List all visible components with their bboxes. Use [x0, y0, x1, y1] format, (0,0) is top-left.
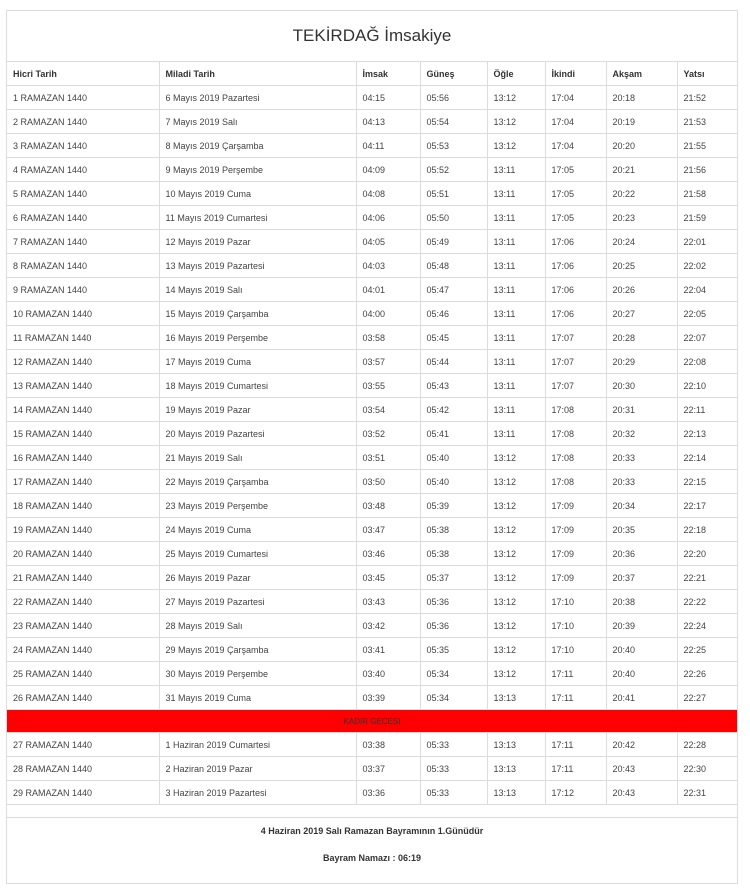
table-cell: 17:09 [545, 542, 606, 566]
table-cell: 17:06 [545, 254, 606, 278]
table-cell: 05:33 [420, 733, 487, 757]
table-cell: 22:04 [677, 278, 737, 302]
table-cell: 17:08 [545, 398, 606, 422]
table-row [7, 781, 737, 805]
table-cell: 24 RAMAZAN 1440 [7, 638, 159, 662]
table-cell: 13:12 [487, 134, 545, 158]
table-cell: 22:02 [677, 254, 737, 278]
table-cell: 22 RAMAZAN 1440 [7, 590, 159, 614]
table-cell: 17:04 [545, 86, 606, 110]
table-cell: 1 Haziran 2019 Cumartesi [159, 733, 356, 757]
table-row [7, 350, 737, 374]
table-row [7, 494, 737, 518]
table-cell: 04:08 [356, 182, 420, 206]
table-cell: 10 Mayıs 2019 Cuma [159, 182, 356, 206]
table-cell: 13 RAMAZAN 1440 [7, 374, 159, 398]
table-cell: 20 RAMAZAN 1440 [7, 542, 159, 566]
table-cell: 03:46 [356, 542, 420, 566]
table-cell: 17:07 [545, 350, 606, 374]
table-cell: 22:10 [677, 374, 737, 398]
table-cell: 17:08 [545, 470, 606, 494]
table-cell: 20:33 [606, 446, 677, 470]
table-cell: 05:36 [420, 614, 487, 638]
table-cell: 22:01 [677, 230, 737, 254]
table-cell: 05:48 [420, 254, 487, 278]
table-cell: 13:11 [487, 302, 545, 326]
table-cell: 13:11 [487, 158, 545, 182]
table-cell: 04:13 [356, 110, 420, 134]
table-cell: 05:33 [420, 757, 487, 781]
table-cell: 21:53 [677, 110, 737, 134]
kadir-gecesi-row [7, 710, 737, 733]
table-cell: 20:30 [606, 374, 677, 398]
table-cell: 6 RAMAZAN 1440 [7, 206, 159, 230]
table-cell: 04:05 [356, 230, 420, 254]
table-cell: 03:48 [356, 494, 420, 518]
table-cell: 03:39 [356, 686, 420, 710]
table-cell: 20:39 [606, 614, 677, 638]
table-cell: 22:15 [677, 470, 737, 494]
table-cell: 13:11 [487, 278, 545, 302]
table-cell: 05:46 [420, 302, 487, 326]
table-cell: 03:47 [356, 518, 420, 542]
table-cell: 17:06 [545, 302, 606, 326]
table-cell: 13:11 [487, 230, 545, 254]
table-row [7, 662, 737, 686]
table-cell: 20:40 [606, 662, 677, 686]
table-cell: 20:25 [606, 254, 677, 278]
table-cell: 21:55 [677, 134, 737, 158]
table-cell: 05:56 [420, 86, 487, 110]
table-row [7, 302, 737, 326]
table-cell: 22:22 [677, 590, 737, 614]
table-cell: 13:11 [487, 206, 545, 230]
table-cell: 05:36 [420, 590, 487, 614]
table-cell: 25 Mayıs 2019 Cumartesi [159, 542, 356, 566]
table-cell: 8 Mayıs 2019 Çarşamba [159, 134, 356, 158]
table-cell: 05:40 [420, 446, 487, 470]
table-cell: 17:05 [545, 206, 606, 230]
table-cell: 04:09 [356, 158, 420, 182]
table-cell: 9 Mayıs 2019 Perşembe [159, 158, 356, 182]
table-cell: 22:24 [677, 614, 737, 638]
table-cell: 17:11 [545, 757, 606, 781]
table-cell: 12 RAMAZAN 1440 [7, 350, 159, 374]
table-cell: 16 RAMAZAN 1440 [7, 446, 159, 470]
table-cell: 20:43 [606, 781, 677, 805]
table-cell: 05:38 [420, 542, 487, 566]
table-row [7, 590, 737, 614]
table-cell: 30 Mayıs 2019 Perşembe [159, 662, 356, 686]
table-cell: 20:43 [606, 757, 677, 781]
table-cell: 16 Mayıs 2019 Perşembe [159, 326, 356, 350]
table-cell: 17 Mayıs 2019 Cuma [159, 350, 356, 374]
table-row [7, 86, 737, 110]
table-cell: 13:13 [487, 757, 545, 781]
table-cell: 05:43 [420, 374, 487, 398]
table-cell: 7 RAMAZAN 1440 [7, 230, 159, 254]
table-cell: 26 RAMAZAN 1440 [7, 686, 159, 710]
table-cell: 22:27 [677, 686, 737, 710]
table-cell: 25 RAMAZAN 1440 [7, 662, 159, 686]
table-cell: 13:12 [487, 518, 545, 542]
table-cell: 05:49 [420, 230, 487, 254]
table-cell: 03:37 [356, 757, 420, 781]
table-row [7, 134, 737, 158]
table-cell: 4 RAMAZAN 1440 [7, 158, 159, 182]
table-header-row [7, 62, 737, 86]
table-cell: 04:06 [356, 206, 420, 230]
table-cell: 21:58 [677, 182, 737, 206]
table-cell: 20:37 [606, 566, 677, 590]
table-cell: 17 RAMAZAN 1440 [7, 470, 159, 494]
column-header: Yatsı [677, 62, 737, 86]
table-cell: 13:11 [487, 326, 545, 350]
table-row [7, 446, 737, 470]
table-cell: 22:07 [677, 326, 737, 350]
table-cell: 13 Mayıs 2019 Pazartesi [159, 254, 356, 278]
table-cell: 28 Mayıs 2019 Salı [159, 614, 356, 638]
table-row [7, 254, 737, 278]
table-row [7, 542, 737, 566]
prayer-times-table [7, 62, 737, 805]
table-row [7, 230, 737, 254]
table-cell: 20:22 [606, 182, 677, 206]
table-cell: 20 Mayıs 2019 Pazartesi [159, 422, 356, 446]
table-cell: 05:50 [420, 206, 487, 230]
table-cell: 13:12 [487, 110, 545, 134]
table-cell: 17:06 [545, 230, 606, 254]
table-cell: 3 Haziran 2019 Pazartesi [159, 781, 356, 805]
table-cell: 9 RAMAZAN 1440 [7, 278, 159, 302]
table-row [7, 326, 737, 350]
table-cell: 21 RAMAZAN 1440 [7, 566, 159, 590]
table-cell: 04:01 [356, 278, 420, 302]
table-row [7, 374, 737, 398]
table-cell: 13:12 [487, 542, 545, 566]
table-cell: 03:43 [356, 590, 420, 614]
table-cell: 17:12 [545, 781, 606, 805]
table-cell: 19 RAMAZAN 1440 [7, 518, 159, 542]
table-cell: 2 RAMAZAN 1440 [7, 110, 159, 134]
table-body [7, 86, 737, 805]
column-header: İmsak [356, 62, 420, 86]
table-cell: 03:51 [356, 446, 420, 470]
table-cell: 04:03 [356, 254, 420, 278]
table-cell: 13:11 [487, 398, 545, 422]
table-cell: 17:11 [545, 733, 606, 757]
table-cell: 22:05 [677, 302, 737, 326]
table-cell: 13:11 [487, 422, 545, 446]
table-cell: 03:41 [356, 638, 420, 662]
table-cell: 18 RAMAZAN 1440 [7, 494, 159, 518]
table-cell: 04:11 [356, 134, 420, 158]
table-cell: 05:54 [420, 110, 487, 134]
table-cell: 13:12 [487, 86, 545, 110]
table-cell: 17:10 [545, 638, 606, 662]
table-cell: 17:04 [545, 110, 606, 134]
table-row [7, 566, 737, 590]
table-cell: 05:39 [420, 494, 487, 518]
table-row [7, 158, 737, 182]
column-header: Güneş [420, 62, 487, 86]
table-cell: 05:38 [420, 518, 487, 542]
table-cell: 05:34 [420, 686, 487, 710]
table-cell: 5 RAMAZAN 1440 [7, 182, 159, 206]
table-cell: 17:09 [545, 494, 606, 518]
table-cell: 22:25 [677, 638, 737, 662]
table-cell: 05:37 [420, 566, 487, 590]
table-cell: 21:52 [677, 86, 737, 110]
table-row [7, 518, 737, 542]
table-cell: 27 RAMAZAN 1440 [7, 733, 159, 757]
table-cell: 17:11 [545, 662, 606, 686]
table-cell: 05:35 [420, 638, 487, 662]
bayram-prayer-time: Bayram Namazı : 06:19 [322, 853, 422, 863]
table-cell: 22:20 [677, 542, 737, 566]
table-cell: 03:42 [356, 614, 420, 638]
table-cell: 03:38 [356, 733, 420, 757]
table-cell: 12 Mayıs 2019 Pazar [159, 230, 356, 254]
table-cell: 10 RAMAZAN 1440 [7, 302, 159, 326]
table-cell: 17:06 [545, 278, 606, 302]
table-cell: 17:10 [545, 614, 606, 638]
table-cell: 17:09 [545, 566, 606, 590]
table-cell: 20:20 [606, 134, 677, 158]
table-cell: 17:07 [545, 326, 606, 350]
table-cell: 31 Mayıs 2019 Cuma [159, 686, 356, 710]
table-cell: 20:33 [606, 470, 677, 494]
table-cell: 20:35 [606, 518, 677, 542]
table-cell: 13:13 [487, 686, 545, 710]
table-row [7, 278, 737, 302]
table-cell: 03:58 [356, 326, 420, 350]
table-cell: 04:00 [356, 302, 420, 326]
table-cell: 05:42 [420, 398, 487, 422]
table-row [7, 638, 737, 662]
table-cell: 20:18 [606, 86, 677, 110]
table-cell: 05:47 [420, 278, 487, 302]
table-cell: 22:17 [677, 494, 737, 518]
table-cell: 23 RAMAZAN 1440 [7, 614, 159, 638]
table-cell: 17:10 [545, 590, 606, 614]
table-cell: 20:19 [606, 110, 677, 134]
table-cell: 8 RAMAZAN 1440 [7, 254, 159, 278]
table-cell: 05:34 [420, 662, 487, 686]
table-cell: 17:09 [545, 518, 606, 542]
table-cell: 03:36 [356, 781, 420, 805]
table-cell: 3 RAMAZAN 1440 [7, 134, 159, 158]
table-cell: 13:11 [487, 374, 545, 398]
table-cell: 1 RAMAZAN 1440 [7, 86, 159, 110]
table-row [7, 614, 737, 638]
table-cell: 14 RAMAZAN 1440 [7, 398, 159, 422]
table-cell: 17:08 [545, 422, 606, 446]
table-cell: 20:34 [606, 494, 677, 518]
table-cell: 05:44 [420, 350, 487, 374]
table-cell: 15 RAMAZAN 1440 [7, 422, 159, 446]
table-cell: 6 Mayıs 2019 Pazartesi [159, 86, 356, 110]
table-cell: 05:33 [420, 781, 487, 805]
bayram-day-note: 4 Haziran 2019 Salı Ramazan Bayramının 1.Günüdür [260, 826, 484, 836]
table-cell: 23 Mayıs 2019 Perşembe [159, 494, 356, 518]
table-cell: 11 RAMAZAN 1440 [7, 326, 159, 350]
page-title: TEKİRDAĞ İmsakiye [7, 11, 737, 62]
table-cell: 22:14 [677, 446, 737, 470]
footer-info [7, 817, 737, 883]
table-cell: 05:41 [420, 422, 487, 446]
table-cell: 22 Mayıs 2019 Çarşamba [159, 470, 356, 494]
table-cell: 13:12 [487, 494, 545, 518]
column-header: Öğle [487, 62, 545, 86]
table-cell: 20:41 [606, 686, 677, 710]
table-cell: 17:08 [545, 446, 606, 470]
table-cell: 22:26 [677, 662, 737, 686]
table-cell: 13:11 [487, 182, 545, 206]
table-cell: 17:07 [545, 374, 606, 398]
table-cell: 03:55 [356, 374, 420, 398]
table-cell: 03:52 [356, 422, 420, 446]
table-cell: 22:31 [677, 781, 737, 805]
table-cell: 22:08 [677, 350, 737, 374]
table-cell: 14 Mayıs 2019 Salı [159, 278, 356, 302]
table-cell: 17:05 [545, 158, 606, 182]
table-cell: 21 Mayıs 2019 Salı [159, 446, 356, 470]
table-cell: 21:56 [677, 158, 737, 182]
table-cell: 05:40 [420, 470, 487, 494]
table-row [7, 686, 737, 710]
table-cell: 05:51 [420, 182, 487, 206]
table-cell: 03:50 [356, 470, 420, 494]
table-cell: 21:59 [677, 206, 737, 230]
table-cell: 22:30 [677, 757, 737, 781]
table-cell: 28 RAMAZAN 1440 [7, 757, 159, 781]
table-row [7, 470, 737, 494]
table-cell: 18 Mayıs 2019 Cumartesi [159, 374, 356, 398]
column-header: Hicri Tarih [7, 62, 159, 86]
table-cell: 13:12 [487, 446, 545, 470]
table-cell: 7 Mayıs 2019 Salı [159, 110, 356, 134]
table-cell: 20:28 [606, 326, 677, 350]
table-row [7, 757, 737, 781]
table-cell: 13:11 [487, 254, 545, 278]
table-cell: 29 Mayıs 2019 Çarşamba [159, 638, 356, 662]
table-cell: 20:21 [606, 158, 677, 182]
table-cell: 22:11 [677, 398, 737, 422]
table-cell: 03:45 [356, 566, 420, 590]
table-cell: 13:13 [487, 733, 545, 757]
table-cell: 19 Mayıs 2019 Pazar [159, 398, 356, 422]
table-cell: 03:57 [356, 350, 420, 374]
column-header: Akşam [606, 62, 677, 86]
table-cell: 24 Mayıs 2019 Cuma [159, 518, 356, 542]
table-cell: 26 Mayıs 2019 Pazar [159, 566, 356, 590]
table-cell: 13:12 [487, 566, 545, 590]
table-row [7, 733, 737, 757]
imsakiye-panel [6, 10, 738, 884]
table-cell: 20:29 [606, 350, 677, 374]
table-row [7, 206, 737, 230]
table-cell: 20:23 [606, 206, 677, 230]
table-cell: 15 Mayıs 2019 Çarşamba [159, 302, 356, 326]
table-cell: 27 Mayıs 2019 Pazartesi [159, 590, 356, 614]
table-cell: 22:21 [677, 566, 737, 590]
table-cell: 20:36 [606, 542, 677, 566]
table-row [7, 182, 737, 206]
table-cell: 20:42 [606, 733, 677, 757]
column-header: İkindi [545, 62, 606, 86]
table-cell: 11 Mayıs 2019 Cumartesi [159, 206, 356, 230]
kadir-gecesi-label: KADIR GECESI [7, 710, 737, 733]
table-cell: 05:45 [420, 326, 487, 350]
table-cell: 17:05 [545, 182, 606, 206]
table-cell: 20:32 [606, 422, 677, 446]
table-cell: 20:24 [606, 230, 677, 254]
table-row [7, 110, 737, 134]
table-cell: 2 Haziran 2019 Pazar [159, 757, 356, 781]
table-cell: 20:26 [606, 278, 677, 302]
table-cell: 20:40 [606, 638, 677, 662]
table-cell: 13:13 [487, 781, 545, 805]
table-cell: 22:28 [677, 733, 737, 757]
table-cell: 22:13 [677, 422, 737, 446]
table-cell: 29 RAMAZAN 1440 [7, 781, 159, 805]
table-cell: 05:53 [420, 134, 487, 158]
table-cell: 17:04 [545, 134, 606, 158]
table-cell: 13:12 [487, 662, 545, 686]
table-cell: 03:40 [356, 662, 420, 686]
table-cell: 17:11 [545, 686, 606, 710]
table-cell: 20:31 [606, 398, 677, 422]
table-cell: 13:12 [487, 638, 545, 662]
table-cell: 20:38 [606, 590, 677, 614]
table-row [7, 422, 737, 446]
table-cell: 22:18 [677, 518, 737, 542]
table-cell: 13:12 [487, 590, 545, 614]
table-cell: 03:54 [356, 398, 420, 422]
table-row [7, 398, 737, 422]
table-cell: 13:12 [487, 470, 545, 494]
table-cell: 20:27 [606, 302, 677, 326]
table-cell: 04:15 [356, 86, 420, 110]
table-cell: 05:52 [420, 158, 487, 182]
column-header: Miladi Tarih [159, 62, 356, 86]
table-cell: 13:11 [487, 350, 545, 374]
table-cell: 13:12 [487, 614, 545, 638]
